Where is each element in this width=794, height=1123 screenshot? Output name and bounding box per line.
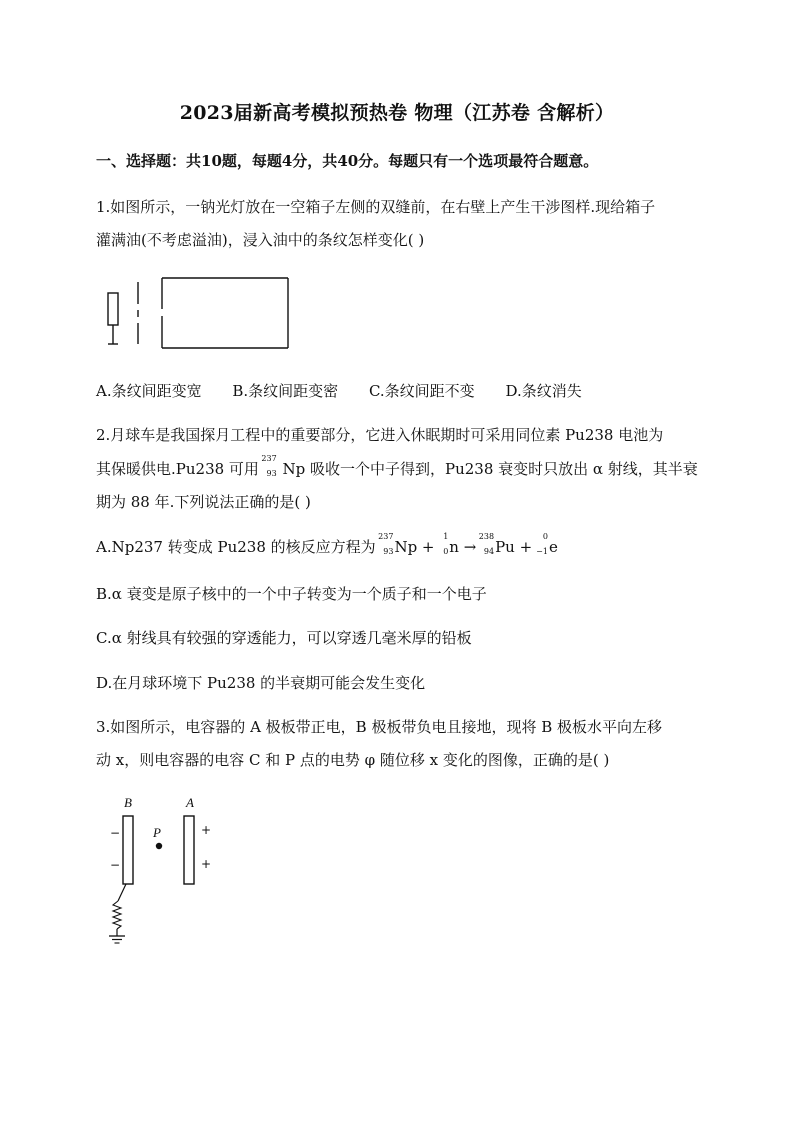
eq-n-nuclide [439,532,449,556]
label-a: A [186,795,194,810]
plus-sign-2: + [201,857,212,871]
np-mass-number: 237 [261,454,277,463]
q2-line2-post: Np 吸收一个中子得到，Pu238 衰变时只放出 α 射线，其半衰 [282,460,698,478]
q1-option-c[interactable]: C.条纹间距不变 [368,382,475,400]
eq-pu: Pu + [495,538,533,556]
q1-line2: 灌满油(不考虑溢油)，浸入油中的条纹怎样变化( ) [96,231,425,249]
q2-line3: 期为 88 年.下列说法正确的是( ) [96,493,311,511]
eq-n: n → [449,538,477,556]
q1-option-a[interactable]: A.条纹间距变宽 [96,382,202,400]
section-heading: 一、选择题：共10题，每题4分，共40分。每题只有一个选项最符合题意。 [96,152,599,170]
eq-n-mass: 1 [443,532,449,541]
page-title: 2023届新高考模拟预热卷 物理（江苏卷 含解析） [179,102,615,124]
np-nuclide-symbol [261,454,278,478]
q2-line1: 2.月球车是我国探月工程中的重要部分，它进入休眠期时可采用同位素 Pu238 电池为 [96,426,664,444]
q1-option-d[interactable]: D.条纹消失 [505,382,582,400]
q2-option-b[interactable]: B.α 衰变是原子核中的一个中子转变为一个质子和一个电子 [96,585,487,603]
q2-option-d[interactable]: D.在月球环境下 Pu238 的半衰期可能会发生变化 [96,674,426,692]
eq-e-nuclide [536,532,549,556]
q2-line2-pre: 其保暖供电.Pu238 可用 [96,460,259,478]
q1-option-b[interactable]: B.条纹间距变密 [232,382,339,400]
eq-np-nuclide [378,532,394,556]
q1-line1: 1.如图所示，一钠光灯放在一空箱子左侧的双缝前，在右壁上产生干涉图样.现给箱子 [96,198,656,216]
q2-option-a[interactable] [96,532,558,557]
eq-e-mass: 0 [542,532,548,541]
point-p [156,843,162,849]
eq-e-z: −1 [536,547,548,556]
q1-options [96,380,608,401]
eq-pu-nuclide [478,532,495,556]
ground-spring [113,901,121,929]
q2-option-c[interactable]: C.α 射线具有较强的穿透能力，可以穿透几毫米厚的铅板 [96,629,472,647]
eq-n-z: 0 [443,547,449,556]
q3-capacitor-figure [104,794,224,950]
q3-line1: 3.如图所示，电容器的 A 极板带正电，B 极板带负电且接地，现将 B 极板水平向左移 [96,718,663,736]
plate-b [123,816,133,884]
q3-line2: 动 x，则电容器的电容 C 和 P 点的电势 φ 随位移 x 变化的图像，正确的是( ) [96,751,610,769]
label-p: P [153,825,161,840]
eq-np-z: 93 [383,547,394,556]
minus-sign-2: − [110,858,121,872]
np-atomic-number: 93 [266,469,277,478]
plate-a [184,816,194,884]
minus-sign-1: − [110,826,121,840]
q1-double-slit-figure [100,276,300,354]
plus-sign-1: + [201,823,212,837]
eq-np-mass: 237 [378,532,394,541]
eq-e: e [548,538,558,556]
q2-line2 [96,454,698,479]
q2-option-a-text: A.Np237 转变成 Pu238 的核反应方程为 [96,538,376,556]
eq-np: Np + [394,538,435,556]
eq-pu-z: 94 [483,547,495,556]
label-b: B [124,795,132,810]
eq-pu-mass: 238 [478,532,495,541]
